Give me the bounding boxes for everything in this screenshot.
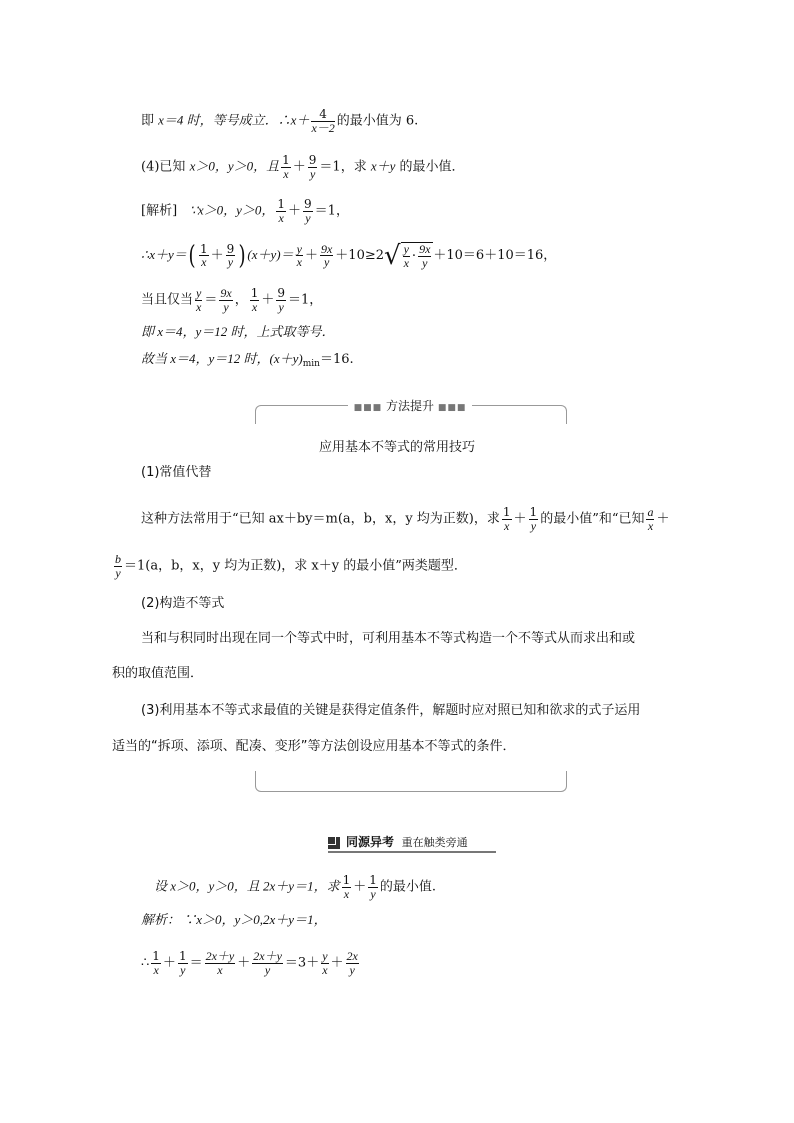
conclusion-subscript: min <box>302 359 320 369</box>
example-chain-line <box>141 950 361 976</box>
method-title: 应用基本不等式的常用技巧 <box>318 440 475 455</box>
method-box <box>255 399 565 793</box>
fraction-numerator: 1 <box>277 197 286 211</box>
q4-expr: x＋y <box>370 158 396 174</box>
fraction-numerator: 2x＋y <box>253 949 282 963</box>
fraction-numerator: 9 <box>226 241 235 256</box>
equals-sign: ＝ <box>189 955 203 971</box>
solution-label: [解析] <box>141 203 178 219</box>
method-box-bottom-border <box>255 771 567 792</box>
banner-title: 同源异考 <box>346 835 395 849</box>
method-para-2-line-1: 当和与积同时出现在同一个等式中时，可利用基本不等式构造一个不等式从而求出和或 <box>141 631 636 646</box>
fraction-numerator: 1 <box>282 153 290 167</box>
fraction <box>529 506 539 532</box>
plus-sign: ＋ <box>330 955 344 971</box>
fraction <box>321 950 328 976</box>
fraction <box>311 108 334 134</box>
method-box-header <box>255 397 565 414</box>
conclusion-line <box>141 352 354 369</box>
fraction <box>276 198 286 224</box>
decorative-dots-icon: ■■■ <box>437 403 467 413</box>
fraction-numerator: 9 <box>304 197 312 211</box>
method-heading-2: (2)构造不等式 <box>141 596 225 611</box>
method-para-1-line-1 <box>141 506 670 532</box>
fraction-denominator: x <box>278 210 284 225</box>
fraction <box>226 243 236 269</box>
fraction-numerator: y <box>322 949 328 963</box>
fraction-denominator: y <box>115 565 121 580</box>
fraction-numerator: 9x <box>419 242 431 256</box>
fraction-denominator: y <box>309 166 316 181</box>
method-para-1-line-2 <box>112 553 467 579</box>
solution-line: [解析] ∵x＞0，y＞0， $\frac{1}{x}$ ＋ $\frac{9}{y}$ ＝1， <box>141 197 349 225</box>
fraction-denominator: y <box>530 518 537 533</box>
fraction-denominator: x <box>403 255 409 270</box>
fraction-numerator: 9 <box>308 153 317 167</box>
dot-operator: · <box>411 248 417 264</box>
banner-square-icon <box>328 837 340 849</box>
chain-ge: ＋10≥2 <box>335 248 385 264</box>
left-paren: ( <box>188 240 196 271</box>
plus-sign: ＋ <box>237 955 251 971</box>
fraction <box>403 243 410 269</box>
fraction-denominator: y <box>323 255 330 270</box>
fraction-denominator: x <box>283 166 289 181</box>
fraction <box>303 198 313 224</box>
equals-sign: ＝3＋ <box>284 955 320 971</box>
fraction <box>114 553 122 579</box>
equals-sign: ＝ <box>204 292 218 308</box>
fraction-numerator: y <box>296 241 302 256</box>
banner-subtitle: 重在触类旁通 <box>401 836 468 849</box>
q4-cond-2: y＞0，且 <box>227 158 280 174</box>
radicand <box>401 242 434 269</box>
fraction-numerator: 1 <box>178 949 187 963</box>
fraction-denominator: x <box>504 518 510 533</box>
fraction-denominator: x <box>201 255 207 270</box>
fraction-denominator: x <box>647 518 654 533</box>
fraction <box>320 243 333 269</box>
fraction-numerator: 9x <box>220 286 232 300</box>
fraction-numerator: 4 <box>311 108 334 122</box>
inequality-chain-line: ∴x＋y＝( $\frac{1}{x}$ ＋ $\frac{9}{y}$ ) (x＋y)＝ $\frac{y}{x}$ ＋ $\frac{9x}{y}$ ＋10≥2√ $\frac{y}{x}$ · $\frac{9x}{y}$ ＋10＝6＋10＝16， <box>141 240 557 271</box>
question-4-line <box>141 154 465 180</box>
fraction-denominator: x <box>251 299 258 314</box>
fraction-numerator: 9x <box>320 241 333 256</box>
fraction-denominator: y <box>370 886 376 901</box>
example-text-a: 设 x＞0，y＞0，且 2x＋y＝1，求 <box>154 878 340 894</box>
fraction <box>276 287 286 313</box>
example-text-b: 的最小值. <box>379 879 437 895</box>
plus-sign: ＋ <box>162 955 176 971</box>
fraction-denominator: x <box>217 962 223 977</box>
fraction <box>281 154 291 180</box>
fraction-denominator: x <box>196 299 202 314</box>
plus-sign: ＋ <box>292 159 306 175</box>
fraction <box>418 243 431 269</box>
example-solution-line <box>141 913 327 927</box>
method-para-3-line-2: 适当的“拆项、添项、配凑、变形”等方法创设应用基本不等式的条件． <box>112 739 516 754</box>
method-p1-text-a: 这种方法常用于“已知 ax＋by＝m(a，b，x，y 均为正数)，求 <box>141 511 500 527</box>
method-label: 方法提升 <box>385 399 434 413</box>
fraction <box>205 950 236 976</box>
example-solution-text: 解析： ∵x＞0，y＞0,2x＋y＝1， <box>141 912 327 927</box>
fraction-numerator: 1 <box>529 505 538 519</box>
example-question-line <box>154 874 436 900</box>
chain-tail: ＋10＝6＋10＝16， <box>433 248 557 264</box>
equality-result-line <box>141 108 418 134</box>
fraction <box>342 874 352 900</box>
fraction-denominator: y <box>264 962 271 977</box>
conclusion-tail: ＝16. <box>319 352 354 367</box>
fraction-numerator: 2x＋y <box>205 949 235 963</box>
q4-prefix: (4)已知 <box>141 159 190 175</box>
fraction-numerator: y <box>196 286 202 300</box>
method-para-3-line-1: (3)利用基本不等式求最值的关键是获得定值条件，解题时应对照已知和欲求的式子运用 <box>141 703 641 718</box>
fraction-numerator: 1 <box>502 505 511 519</box>
right-paren: ) <box>238 240 246 271</box>
equality-point-text: 即 x＝4，y＝12 时，上式取等号． <box>141 324 335 339</box>
q4-tail: 的最小值． <box>395 159 465 175</box>
fraction-denominator: x <box>343 886 350 901</box>
equality-point-line <box>141 325 335 339</box>
fraction-numerator: 1 <box>342 873 351 887</box>
solution-eq: ＝1， <box>314 203 349 219</box>
fraction-denominator: y <box>305 210 311 225</box>
fraction <box>250 287 260 313</box>
therefore-sign: ∴ <box>141 955 150 971</box>
method-heading-1: (1)常值代替 <box>141 465 212 480</box>
fraction-denominator: x－2 <box>311 120 335 135</box>
fraction-denominator: x <box>322 962 328 977</box>
fraction <box>195 287 202 313</box>
fraction-denominator: y <box>223 299 229 314</box>
separator: ， <box>234 292 248 308</box>
method-p1-text-c: ＝1(a，b，x，y 均为正数)，求 x＋y 的最小值”两类题型． <box>124 558 467 574</box>
fraction-denominator: x <box>296 255 302 270</box>
q4-cond-1: x＞0， <box>189 158 228 174</box>
chain-mid: (x＋y)＝ <box>247 247 294 263</box>
fraction-numerator: 1 <box>199 241 208 256</box>
plus-sign: ＋ <box>656 511 670 527</box>
method-p1-text-b: 的最小值”和“已知 <box>540 511 645 527</box>
fraction-denominator: y <box>278 299 284 314</box>
fraction <box>646 506 654 532</box>
fraction-numerator: 1 <box>250 286 259 300</box>
fraction <box>502 506 512 532</box>
chain-lead: ∴x＋y＝ <box>141 247 187 263</box>
fraction <box>178 950 188 976</box>
section-banner <box>328 833 496 853</box>
radical-sign: √ <box>384 240 401 271</box>
fraction-numerator: 2x <box>346 949 358 963</box>
fraction <box>219 287 232 313</box>
fraction-numerator: 1 <box>369 873 377 887</box>
text-x-plus: x＋ <box>290 112 310 128</box>
plus-sign: ＋ <box>513 511 527 527</box>
conclusion-text: 故当 x＝4，y＝12 时，(x＋y) <box>141 351 303 366</box>
fraction-denominator: x <box>153 962 159 977</box>
when-lead: 当且仅当 <box>141 292 194 308</box>
fraction-numerator: 9 <box>277 286 285 300</box>
square-root <box>384 242 433 269</box>
fraction <box>252 950 283 976</box>
fraction-numerator: y <box>403 242 409 256</box>
fraction-denominator: y <box>422 255 428 270</box>
when-tail: ＝1， <box>288 292 323 308</box>
fraction-numerator: b <box>115 552 121 566</box>
decorative-dots-icon: ■■■ <box>353 403 383 413</box>
text-prefix: 即 <box>141 113 159 129</box>
plus-sign: ＋ <box>261 292 275 308</box>
plus-sign: ＋ <box>353 879 367 895</box>
q4-eq: ＝1，求 <box>319 159 371 175</box>
fraction <box>368 874 378 900</box>
fraction-numerator: a <box>647 505 654 519</box>
fraction <box>308 154 318 180</box>
fraction-denominator: y <box>180 962 186 977</box>
fraction <box>199 243 209 269</box>
equality-condition-line <box>141 287 322 313</box>
method-para-2-line-2: 积的取值范围． <box>112 666 204 681</box>
text-cond: x＝4 时，等号成立．∴ <box>158 112 291 128</box>
fraction <box>346 950 359 976</box>
fraction <box>296 243 303 269</box>
fraction-denominator: y <box>227 255 234 270</box>
fraction-denominator: y <box>349 962 355 977</box>
fraction <box>151 950 161 976</box>
solution-cond: ∵x＞0，y＞0， <box>189 202 275 218</box>
fraction-numerator: 1 <box>152 949 160 963</box>
text-suffix: 的最小值为 6. <box>336 113 419 129</box>
